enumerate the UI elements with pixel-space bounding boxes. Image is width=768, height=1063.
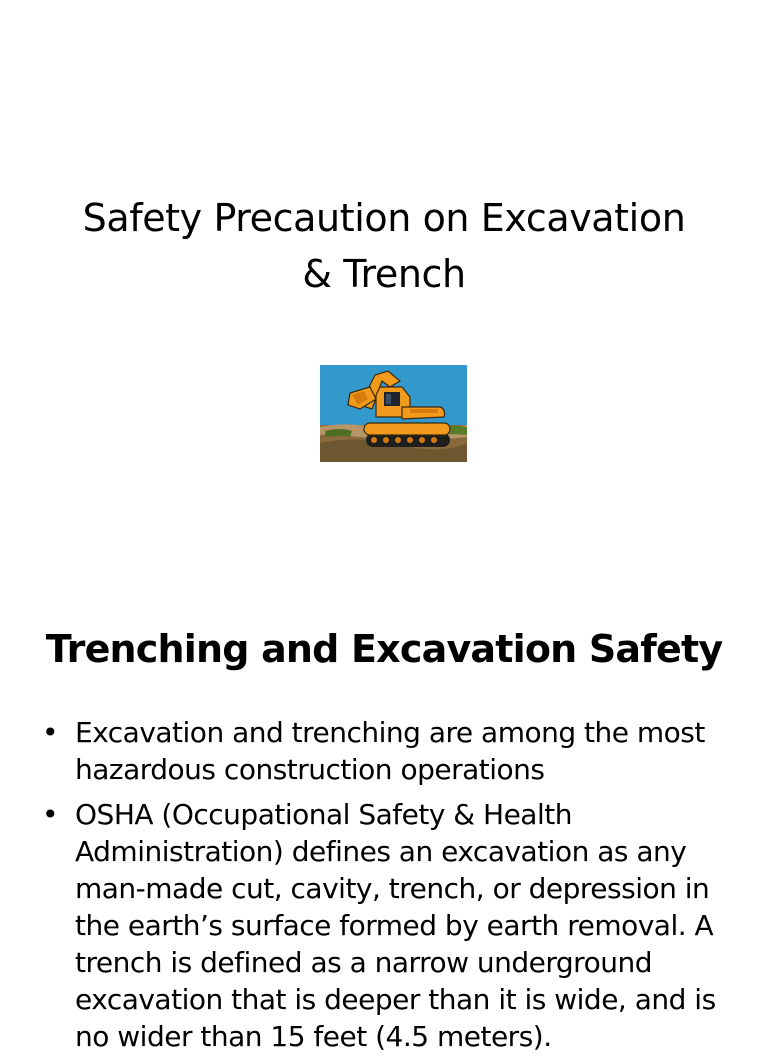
- bullet-list: [42, 714, 732, 1063]
- bullet-item: [42, 796, 732, 1055]
- excavator-clipart: [320, 365, 467, 462]
- bullet-text: Excavation and trenching are among the most hazardous construction operations: [75, 716, 705, 786]
- slide-title-line-2: & Trench: [302, 252, 466, 296]
- bullet-text: OSHA (Occupational Safety & Health Administration) defines an excavation as any man-made cut, cavity, trench, or depression in the earth’s surface formed by earth removal. A trench is defined as a narrow underground excavation that is deeper than it is wide, and is no wider than 15 feet (4.5 meters).: [75, 798, 716, 1053]
- bullet-item: [42, 714, 732, 788]
- bullet-marker: •: [42, 716, 59, 749]
- bullet-marker: •: [42, 798, 59, 831]
- content-title: Trenching and Excavation Safety: [45, 627, 723, 671]
- slide-title-line-1: Safety Precaution on Excavation: [82, 196, 686, 240]
- slide-title: [40, 190, 728, 302]
- content-slide: [0, 576, 768, 1053]
